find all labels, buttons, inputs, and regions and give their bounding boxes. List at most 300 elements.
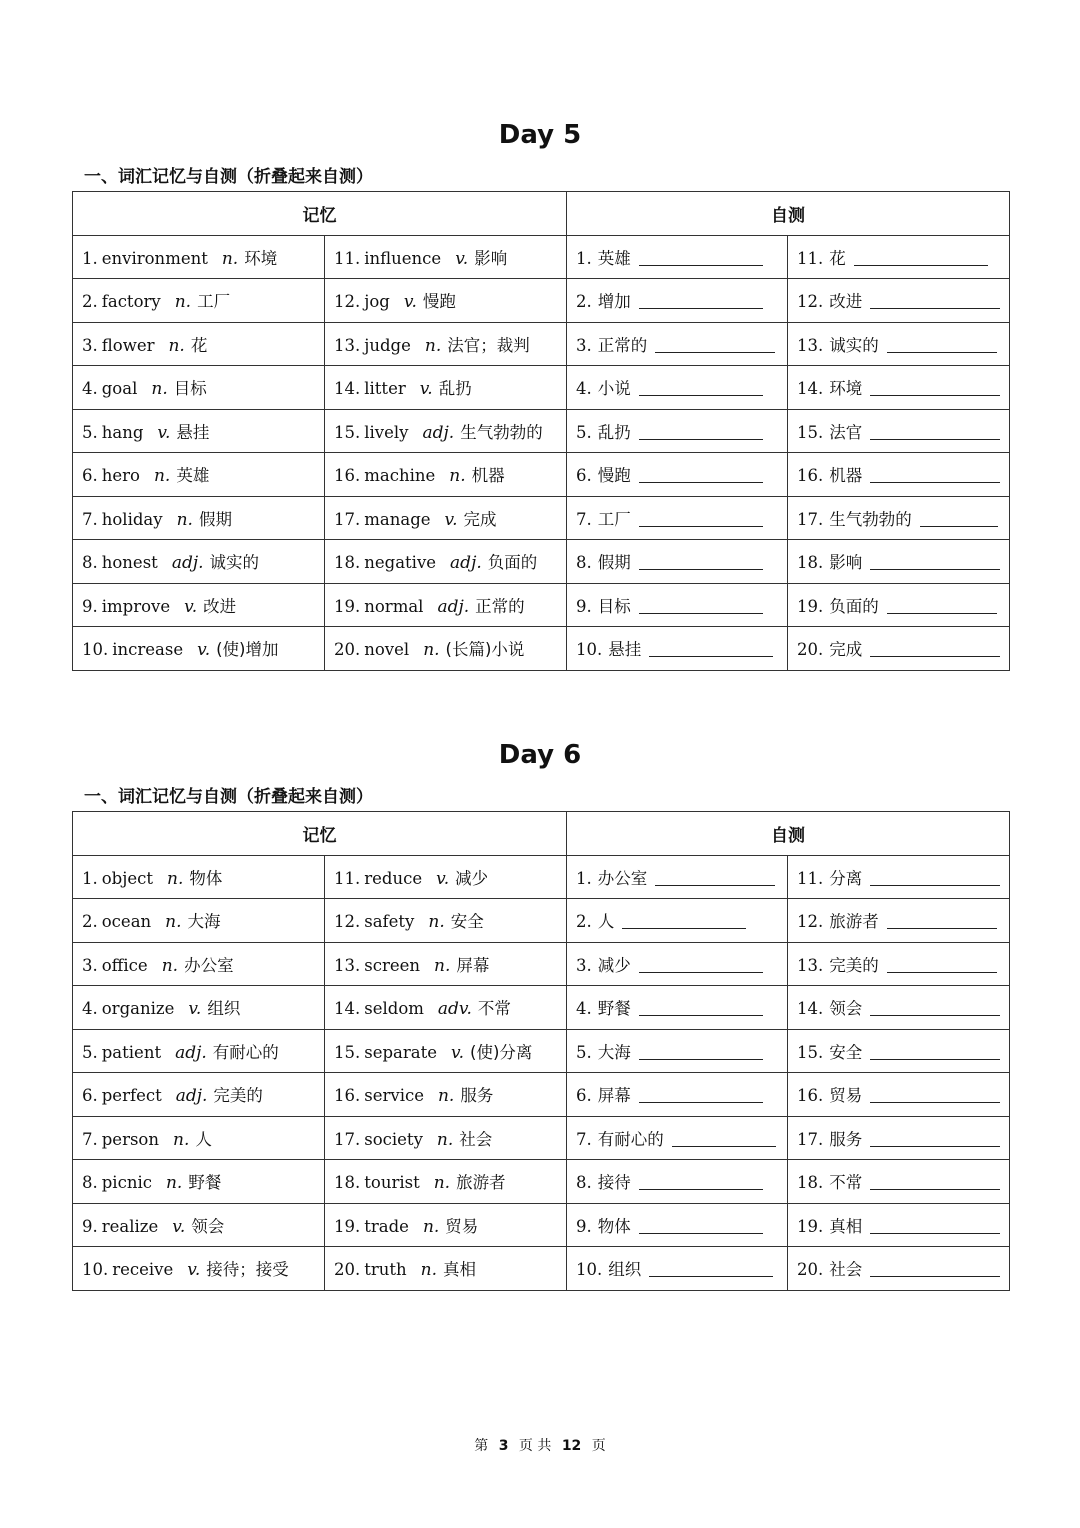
english-word: lively xyxy=(364,422,409,442)
self-test-cell xyxy=(788,279,1010,323)
english-word: environment xyxy=(101,248,208,268)
table-row xyxy=(73,899,1010,943)
memory-cell xyxy=(73,409,325,453)
table-row xyxy=(73,855,1010,899)
item-number: 17. xyxy=(797,509,824,529)
english-word: tourist xyxy=(364,1173,420,1193)
chinese-prompt: 环境 xyxy=(829,379,863,399)
english-word: holiday xyxy=(101,509,163,529)
item-number: 18. xyxy=(334,553,361,573)
chinese-prompt: 生气勃勃的 xyxy=(829,509,912,529)
self-test-cell xyxy=(788,409,1010,453)
memory-cell xyxy=(325,279,567,323)
table-row xyxy=(73,1116,1010,1160)
item-number: 14. xyxy=(334,999,361,1019)
item-number: 2. xyxy=(576,912,592,932)
item-number: 20. xyxy=(334,1260,361,1280)
item-number: 11. xyxy=(797,248,824,268)
memory-cell xyxy=(73,986,325,1030)
english-word: jog xyxy=(364,292,390,312)
memory-header: 记忆 xyxy=(73,192,567,236)
english-word: hero xyxy=(101,466,140,486)
chinese-prompt: 服务 xyxy=(829,1129,863,1149)
self-test-cell xyxy=(567,986,788,1030)
day-6-title: Day 6 xyxy=(498,740,582,770)
answer-blank[interactable] xyxy=(870,1175,1000,1190)
chinese-prompt: 旅游者 xyxy=(829,912,879,932)
self-test-cell xyxy=(567,1029,788,1073)
self-test-cell xyxy=(788,1073,1010,1117)
item-number: 1. xyxy=(576,868,592,888)
item-number: 16. xyxy=(334,466,361,486)
answer-blank[interactable] xyxy=(639,251,763,266)
english-word: object xyxy=(101,868,153,888)
chinese-prompt: 诚实的 xyxy=(829,335,879,355)
self-test-cell xyxy=(788,540,1010,584)
answer-blank[interactable] xyxy=(639,381,763,396)
item-number: 20. xyxy=(797,1260,824,1280)
part-of-speech: v. xyxy=(188,999,202,1020)
self-test-cell xyxy=(788,496,1010,540)
memory-cell xyxy=(325,409,567,453)
memory-cell xyxy=(73,1116,325,1160)
memory-cell xyxy=(73,322,325,366)
item-number: 16. xyxy=(797,466,824,486)
english-word: trade xyxy=(364,1216,409,1236)
chinese-meaning: 影响 xyxy=(474,248,508,268)
chinese-meaning: 贸易 xyxy=(445,1216,479,1236)
part-of-speech: v. xyxy=(184,596,198,617)
self-test-cell xyxy=(567,583,788,627)
item-number: 6. xyxy=(82,466,98,486)
answer-blank[interactable] xyxy=(639,1045,763,1060)
part-of-speech: n. xyxy=(449,466,466,487)
part-of-speech: v. xyxy=(403,292,417,313)
chinese-meaning: 真相 xyxy=(443,1260,477,1280)
memory-cell xyxy=(325,235,567,279)
memory-cell xyxy=(325,1116,567,1160)
self-test-cell xyxy=(788,322,1010,366)
item-number: 1. xyxy=(82,248,98,268)
self-test-cell xyxy=(567,1073,788,1117)
table-row xyxy=(73,627,1010,671)
chinese-meaning: 正常的 xyxy=(475,596,525,616)
self-test-cell xyxy=(788,1116,1010,1160)
answer-blank[interactable] xyxy=(870,1001,1000,1016)
item-number: 8. xyxy=(82,1173,98,1193)
answer-blank[interactable] xyxy=(870,425,1000,440)
self-test-cell xyxy=(567,453,788,497)
part-of-speech: adj. xyxy=(422,422,455,443)
item-number: 19. xyxy=(797,1216,824,1236)
answer-blank[interactable] xyxy=(639,958,763,973)
memory-cell xyxy=(73,942,325,986)
chinese-meaning: 安全 xyxy=(450,912,484,932)
memory-cell xyxy=(325,322,567,366)
self-test-cell xyxy=(567,279,788,323)
english-word: service xyxy=(364,1086,424,1106)
day-5-rows xyxy=(73,235,1010,670)
table-row xyxy=(73,496,1010,540)
english-word: flower xyxy=(101,335,155,355)
chinese-prompt: 正常的 xyxy=(597,335,648,355)
chinese-meaning: 诚实的 xyxy=(209,553,260,573)
memory-cell xyxy=(73,1029,325,1073)
item-number: 9. xyxy=(576,1216,592,1236)
part-of-speech: n. xyxy=(422,1216,440,1237)
answer-blank[interactable] xyxy=(870,871,1000,886)
chinese-meaning: 悬挂 xyxy=(176,422,210,442)
answer-blank[interactable] xyxy=(672,1132,776,1147)
item-number: 4. xyxy=(576,999,592,1019)
item-number: 18. xyxy=(334,1173,361,1193)
memory-cell xyxy=(325,540,567,584)
memory-cell xyxy=(73,627,325,671)
answer-blank[interactable] xyxy=(887,599,997,614)
part-of-speech: adj. xyxy=(437,596,470,617)
chinese-meaning: 法官；裁判 xyxy=(447,335,530,355)
english-word: organize xyxy=(101,999,175,1019)
chinese-prompt: 慢跑 xyxy=(597,466,631,486)
english-word: ocean xyxy=(101,912,152,932)
chinese-prompt: 完美的 xyxy=(829,955,879,975)
self-test-cell xyxy=(788,986,1010,1030)
item-number: 7. xyxy=(576,1129,592,1149)
self-test-cell xyxy=(788,583,1010,627)
item-number: 14. xyxy=(334,379,361,399)
answer-blank[interactable] xyxy=(870,642,1000,657)
self-test-cell xyxy=(788,235,1010,279)
item-number: 3. xyxy=(576,955,592,975)
part-of-speech: n. xyxy=(423,640,440,661)
chinese-meaning: (长篇)小说 xyxy=(445,640,525,660)
answer-blank[interactable] xyxy=(639,425,763,440)
chinese-prompt: 贸易 xyxy=(829,1086,863,1106)
answer-blank[interactable] xyxy=(649,1262,773,1277)
page-footer xyxy=(0,1434,1080,1458)
part-of-speech: n. xyxy=(433,1173,451,1194)
english-word: negative xyxy=(364,553,437,573)
chinese-meaning: 社会 xyxy=(459,1129,493,1149)
chinese-prompt: 乱扔 xyxy=(597,422,631,442)
memory-header: 记忆 xyxy=(73,812,567,856)
answer-blank[interactable] xyxy=(887,914,997,929)
chinese-meaning: 领会 xyxy=(191,1216,225,1236)
chinese-prompt: 大海 xyxy=(597,1042,631,1062)
answer-blank[interactable] xyxy=(870,1262,1000,1277)
item-number: 10. xyxy=(576,1260,603,1280)
self-test-cell xyxy=(567,366,788,410)
answer-blank[interactable] xyxy=(639,468,763,483)
answer-blank[interactable] xyxy=(870,1088,1000,1103)
part-of-speech: n. xyxy=(437,1086,455,1107)
part-of-speech: n. xyxy=(176,509,193,530)
memory-cell xyxy=(73,855,325,899)
english-word: novel xyxy=(364,640,410,660)
chinese-meaning: 慢跑 xyxy=(422,292,456,312)
item-number: 7. xyxy=(576,509,592,529)
table-row xyxy=(73,1247,1010,1291)
english-word: normal xyxy=(364,596,424,616)
memory-cell xyxy=(325,942,567,986)
english-word: increase xyxy=(112,640,184,660)
self-test-cell xyxy=(567,1203,788,1247)
memory-cell xyxy=(325,855,567,899)
item-number: 17. xyxy=(334,509,361,529)
chinese-meaning: 目标 xyxy=(173,379,207,399)
item-number: 14. xyxy=(797,999,824,1019)
item-number: 8. xyxy=(576,553,592,573)
day-5-vocab-table xyxy=(72,191,1010,671)
item-number: 17. xyxy=(334,1129,361,1149)
chinese-prompt: 悬挂 xyxy=(608,640,642,660)
answer-blank[interactable] xyxy=(639,599,763,614)
chinese-prompt: 屏幕 xyxy=(597,1086,631,1106)
memory-cell xyxy=(73,235,325,279)
item-number: 10. xyxy=(82,640,109,660)
item-number: 12. xyxy=(334,912,361,932)
english-word: safety xyxy=(364,912,415,932)
table-row xyxy=(73,986,1010,1030)
self-test-cell xyxy=(788,1247,1010,1291)
answer-blank[interactable] xyxy=(870,294,1000,309)
item-number: 7. xyxy=(82,1129,98,1149)
chinese-prompt: 完成 xyxy=(829,640,863,660)
answer-blank[interactable] xyxy=(639,1219,763,1234)
chinese-meaning: 英雄 xyxy=(176,466,210,486)
part-of-speech: n. xyxy=(167,868,184,889)
chinese-meaning: 办公室 xyxy=(184,955,234,975)
chinese-meaning: (使)增加 xyxy=(216,640,279,660)
footer-prefix: 第 xyxy=(474,1438,489,1454)
self-test-cell xyxy=(788,1029,1010,1073)
english-word: manage xyxy=(364,509,431,529)
chinese-prompt: 小说 xyxy=(597,379,631,399)
answer-blank[interactable] xyxy=(639,294,763,309)
table-row xyxy=(73,1073,1010,1117)
answer-blank[interactable] xyxy=(639,555,763,570)
chinese-meaning: 野餐 xyxy=(188,1173,222,1193)
english-word: truth xyxy=(364,1260,407,1280)
chinese-meaning: 旅游者 xyxy=(456,1173,506,1193)
part-of-speech: n. xyxy=(161,955,179,976)
chinese-prompt: 英雄 xyxy=(597,248,631,268)
table-row xyxy=(73,1160,1010,1204)
chinese-prompt: 负面的 xyxy=(829,596,879,616)
chinese-meaning: 负面的 xyxy=(487,553,538,573)
part-of-speech: adj. xyxy=(175,1086,208,1107)
chinese-prompt: 野餐 xyxy=(597,999,631,1019)
item-number: 2. xyxy=(82,292,98,312)
table-row xyxy=(73,942,1010,986)
item-number: 20. xyxy=(797,640,824,660)
answer-blank[interactable] xyxy=(870,555,1000,570)
part-of-speech: v. xyxy=(197,640,211,661)
english-word: person xyxy=(101,1129,159,1149)
item-number: 5. xyxy=(82,1042,98,1062)
part-of-speech: n. xyxy=(174,292,192,313)
item-number: 3. xyxy=(576,335,592,355)
item-number: 10. xyxy=(576,640,603,660)
item-number: 11. xyxy=(797,868,824,888)
answer-blank[interactable] xyxy=(887,958,997,973)
item-number: 2. xyxy=(576,292,592,312)
answer-blank[interactable] xyxy=(649,642,773,657)
item-number: 12. xyxy=(797,912,824,932)
table-row xyxy=(73,1203,1010,1247)
item-number: 16. xyxy=(797,1086,824,1106)
item-number: 12. xyxy=(334,292,361,312)
chinese-meaning: 屏幕 xyxy=(456,955,490,975)
item-number: 19. xyxy=(797,596,824,616)
english-word: judge xyxy=(364,335,411,355)
part-of-speech: v. xyxy=(187,1260,201,1281)
part-of-speech: n. xyxy=(221,248,239,269)
self-test-cell xyxy=(788,899,1010,943)
memory-cell xyxy=(73,279,325,323)
answer-blank[interactable] xyxy=(870,468,1000,483)
answer-blank[interactable] xyxy=(870,1045,1000,1060)
english-word: office xyxy=(101,955,148,975)
table-row xyxy=(73,409,1010,453)
part-of-speech: v. xyxy=(436,868,450,889)
english-word: goal xyxy=(101,379,138,399)
item-number: 15. xyxy=(334,1042,361,1062)
answer-blank[interactable] xyxy=(870,1219,1000,1234)
self-test-cell xyxy=(567,322,788,366)
chinese-prompt: 安全 xyxy=(829,1042,863,1062)
chinese-prompt: 增加 xyxy=(597,292,631,312)
item-number: 9. xyxy=(82,1216,98,1236)
item-number: 6. xyxy=(576,466,592,486)
self-test-cell xyxy=(788,627,1010,671)
chinese-prompt: 接待 xyxy=(597,1173,631,1193)
chinese-meaning: 人 xyxy=(195,1129,212,1149)
item-number: 18. xyxy=(797,553,824,573)
answer-blank[interactable] xyxy=(622,914,746,929)
table-row xyxy=(73,322,1010,366)
item-number: 15. xyxy=(334,422,361,442)
day-6-rows xyxy=(73,855,1010,1290)
self-test-cell xyxy=(567,855,788,899)
item-number: 19. xyxy=(334,596,361,616)
memory-cell xyxy=(325,1073,567,1117)
self-test-cell xyxy=(567,1116,788,1160)
chinese-prompt: 分离 xyxy=(829,868,863,888)
answer-blank[interactable] xyxy=(639,1175,763,1190)
answer-blank[interactable] xyxy=(655,871,775,886)
table-row xyxy=(73,540,1010,584)
self-test-cell xyxy=(788,1203,1010,1247)
memory-cell xyxy=(325,1247,567,1291)
memory-cell xyxy=(73,1073,325,1117)
current-page-number: 3 xyxy=(498,1438,509,1454)
memory-cell xyxy=(73,540,325,584)
memory-cell xyxy=(325,627,567,671)
part-of-speech: adj. xyxy=(171,553,204,574)
english-word: realize xyxy=(101,1216,159,1236)
memory-cell xyxy=(325,1029,567,1073)
answer-blank[interactable] xyxy=(854,251,988,266)
english-word: screen xyxy=(364,955,421,975)
chinese-meaning: 完成 xyxy=(463,509,497,529)
item-number: 4. xyxy=(82,379,98,399)
part-of-speech: n. xyxy=(165,1173,183,1194)
answer-blank[interactable] xyxy=(639,1088,763,1103)
memory-cell xyxy=(73,366,325,410)
item-number: 3. xyxy=(82,955,98,975)
total-page-number: 12 xyxy=(561,1438,582,1454)
item-number: 3. xyxy=(82,335,98,355)
part-of-speech: adj. xyxy=(450,553,482,574)
answer-blank[interactable] xyxy=(920,512,998,527)
answer-blank[interactable] xyxy=(639,512,763,527)
chinese-prompt: 法官 xyxy=(829,422,863,442)
memory-cell xyxy=(325,899,567,943)
chinese-prompt: 组织 xyxy=(608,1260,642,1280)
chinese-meaning: 不常 xyxy=(477,999,511,1019)
item-number: 7. xyxy=(82,509,98,529)
item-number: 4. xyxy=(576,379,592,399)
item-number: 5. xyxy=(82,422,98,442)
chinese-prompt: 办公室 xyxy=(597,868,648,888)
chinese-prompt: 影响 xyxy=(829,553,863,573)
english-word: honest xyxy=(101,553,158,573)
footer-mid: 页 共 xyxy=(518,1438,552,1454)
chinese-meaning: 花 xyxy=(190,335,208,355)
self-test-cell xyxy=(788,1160,1010,1204)
self-test-cell xyxy=(567,1160,788,1204)
chinese-meaning: 乱扔 xyxy=(438,379,472,399)
memory-cell xyxy=(325,1203,567,1247)
item-number: 4. xyxy=(82,999,98,1019)
item-number: 14. xyxy=(797,379,824,399)
memory-cell xyxy=(73,496,325,540)
chinese-meaning: 减少 xyxy=(455,868,489,888)
self-test-cell xyxy=(567,627,788,671)
self-test-cell xyxy=(567,235,788,279)
table-row xyxy=(73,1029,1010,1073)
answer-blank[interactable] xyxy=(887,338,997,353)
item-number: 5. xyxy=(576,422,592,442)
item-number: 13. xyxy=(334,335,361,355)
chinese-meaning: 环境 xyxy=(244,248,278,268)
item-number: 9. xyxy=(82,596,98,616)
answer-blank[interactable] xyxy=(870,381,1000,396)
answer-blank[interactable] xyxy=(639,1001,763,1016)
chinese-prompt: 领会 xyxy=(829,999,863,1019)
item-number: 8. xyxy=(82,553,98,573)
item-number: 13. xyxy=(797,335,824,355)
item-number: 11. xyxy=(334,248,361,268)
part-of-speech: v. xyxy=(157,422,171,443)
item-number: 8. xyxy=(576,1173,592,1193)
part-of-speech: n. xyxy=(436,1129,454,1150)
english-word: hang xyxy=(101,422,144,442)
item-number: 12. xyxy=(797,292,824,312)
item-number: 1. xyxy=(576,248,592,268)
self-test-cell xyxy=(567,942,788,986)
answer-blank[interactable] xyxy=(870,1132,1000,1147)
part-of-speech: n. xyxy=(428,912,445,933)
self-test-cell xyxy=(788,855,1010,899)
part-of-speech: v. xyxy=(172,1216,186,1237)
english-word: factory xyxy=(101,292,161,312)
answer-blank[interactable] xyxy=(655,338,775,353)
part-of-speech: n. xyxy=(420,1260,438,1281)
chinese-meaning: 机器 xyxy=(471,466,505,486)
self-test-cell xyxy=(567,540,788,584)
